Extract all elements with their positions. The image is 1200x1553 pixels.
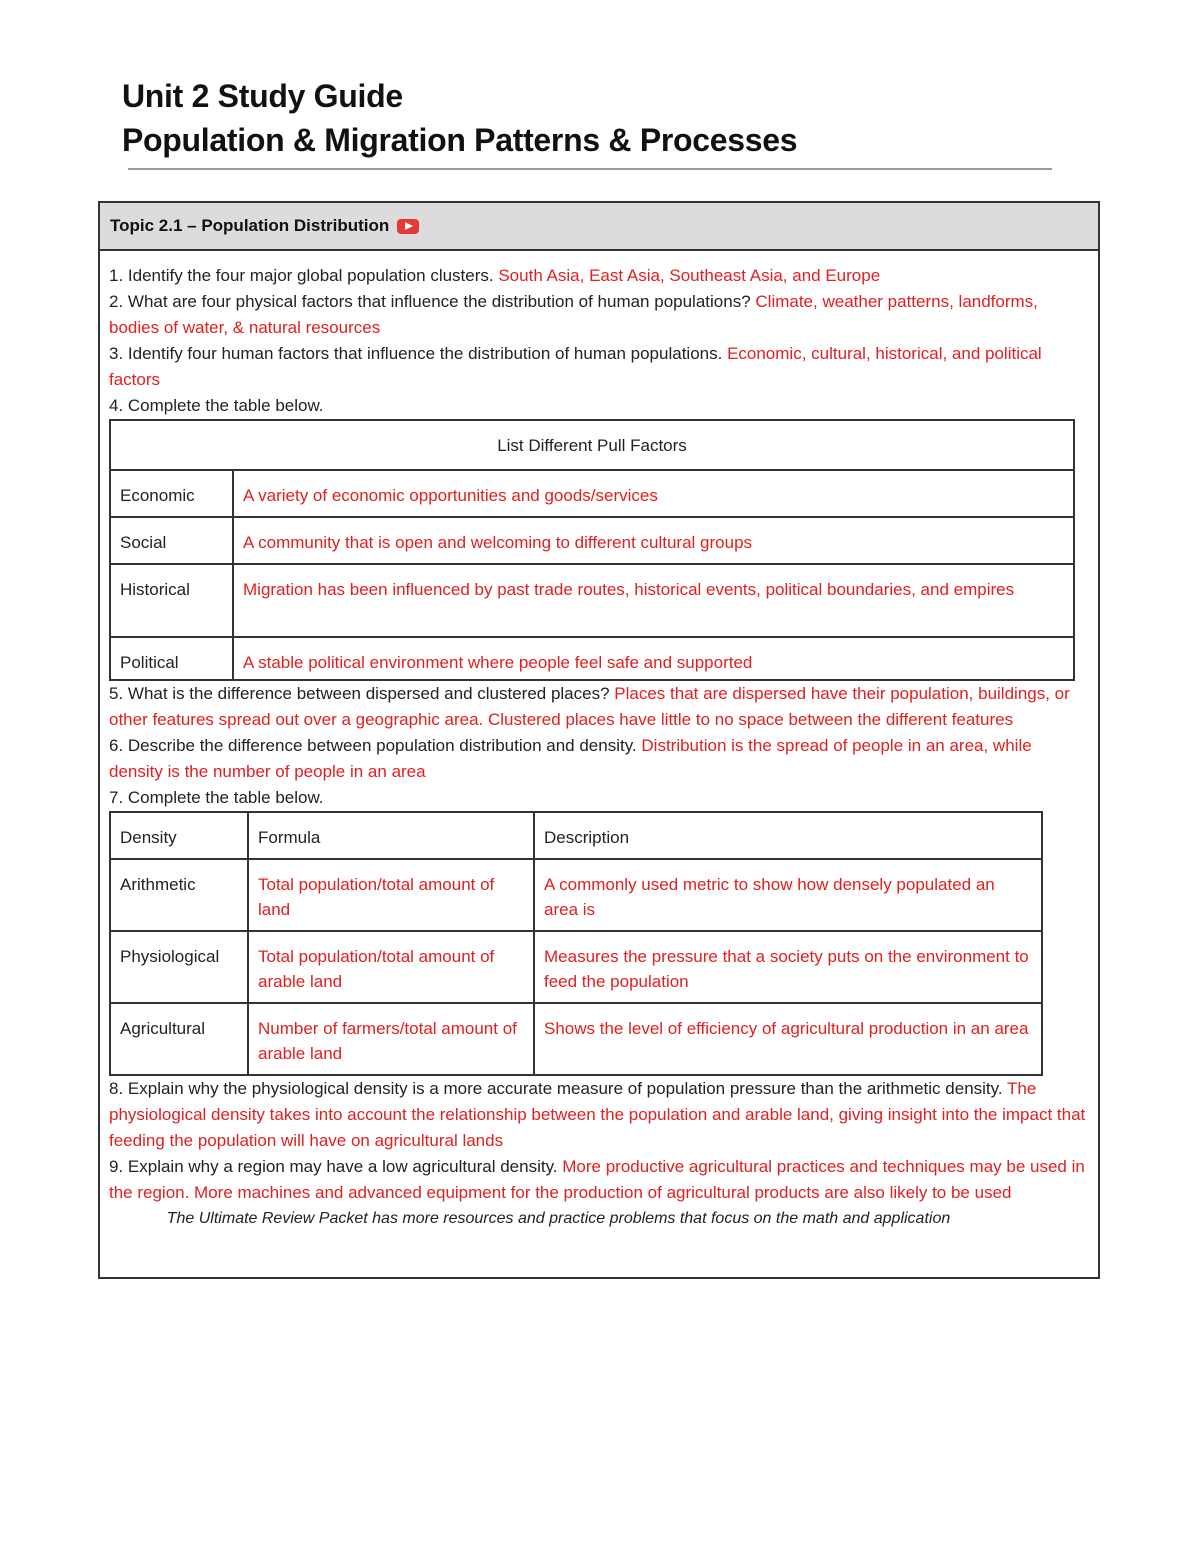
table-row xyxy=(110,517,1074,564)
question-text: 9. Explain why a region may have a low agricultural density. xyxy=(109,1157,558,1176)
question-text: 5. What is the difference between dispersed and clustered places? xyxy=(109,684,610,703)
question-text: 2. What are four physical factors that influence the distribution of human populations? xyxy=(109,292,751,311)
question-text: 8. Explain why the physiological density is a more accurate measure of population pressure than the arithmetic density. xyxy=(109,1079,1003,1098)
table-header-row xyxy=(110,420,1074,470)
row-value: A community that is open and welcoming to different cultural groups xyxy=(233,517,1074,564)
title-line-2: Population & Migration Patterns & Processes xyxy=(122,122,798,158)
question-9 xyxy=(109,1154,1088,1206)
column-header: Formula xyxy=(248,812,534,859)
column-header: Density xyxy=(110,812,248,859)
answer-text: South Asia, East Asia, Southeast Asia, and Europe xyxy=(498,266,881,285)
answer-text: Places that are dispersed have their population, buildings, or other features spread out over a geographic area. Clustered places have little to no space between the different features xyxy=(109,684,1070,729)
question-7 xyxy=(109,785,1088,811)
page-title xyxy=(122,74,797,162)
question-text: 3. Identify four human factors that influence the distribution of human populations. xyxy=(109,344,723,363)
row-value: Migration has been influenced by past trade routes, historical events, political boundaries, and empires xyxy=(233,564,1074,637)
column-header: Description xyxy=(534,812,1042,859)
question-2 xyxy=(109,289,1088,341)
row-label: Political xyxy=(110,637,233,680)
table-row xyxy=(110,931,1042,1003)
question-text: 4. Complete the table below. xyxy=(109,396,324,415)
title-divider xyxy=(128,168,1052,170)
density-formula: Number of farmers/total amount of arable land xyxy=(248,1003,534,1075)
density-type: Arithmetic xyxy=(110,859,248,931)
density-type: Agricultural xyxy=(110,1003,248,1075)
table-row xyxy=(110,1003,1042,1075)
topic-title: Topic 2.1 – Population Distribution xyxy=(110,216,390,235)
table-header-row xyxy=(110,812,1042,859)
row-label: Social xyxy=(110,517,233,564)
answer-text: Distribution is the spread of people in an area, while density is the number of people in an area xyxy=(109,736,1032,781)
table-header: List Different Pull Factors xyxy=(110,420,1074,470)
answer-text: More productive agricultural practices and techniques may be used in the region. More machines and advanced equipment for the production of agricultural products are also likely to be used xyxy=(109,1157,1085,1202)
density-description: A commonly used metric to show how densely populated an area is xyxy=(534,859,1042,931)
density-table xyxy=(109,811,1043,1076)
row-label: Historical xyxy=(110,564,233,637)
table-row xyxy=(110,470,1074,517)
question-8 xyxy=(109,1076,1088,1154)
topic-content xyxy=(100,251,1098,1232)
row-value: A variety of economic opportunities and goods/services xyxy=(233,470,1074,517)
pull-factors-table xyxy=(109,419,1075,681)
question-text: 6. Describe the difference between population distribution and density. xyxy=(109,736,637,755)
title-line-1: Unit 2 Study Guide xyxy=(122,78,403,114)
topic-header xyxy=(100,203,1098,251)
density-formula: Total population/total amount of land xyxy=(248,859,534,931)
row-label: Economic xyxy=(110,470,233,517)
footer-note: The Ultimate Review Packet has more resources and practice problems that focus on the math and application xyxy=(166,1210,951,1227)
youtube-icon[interactable] xyxy=(397,219,419,234)
question-5 xyxy=(109,681,1088,733)
density-formula: Total population/total amount of arable land xyxy=(248,931,534,1003)
table-row xyxy=(110,859,1042,931)
question-3 xyxy=(109,341,1088,393)
table-row xyxy=(110,637,1074,680)
table-row xyxy=(110,564,1074,637)
topic-box xyxy=(98,201,1100,1279)
question-text: 7. Complete the table below. xyxy=(109,788,324,807)
question-text: 1. Identify the four major global population clusters. xyxy=(109,266,494,285)
question-1 xyxy=(109,263,1088,289)
question-6 xyxy=(109,733,1088,785)
density-description: Measures the pressure that a society puts on the environment to feed the population xyxy=(534,931,1042,1003)
answer-text: Economic, cultural, historical, and political factors xyxy=(109,344,1042,389)
density-type: Physiological xyxy=(110,931,248,1003)
row-value: A stable political environment where people feel safe and supported xyxy=(233,637,1074,680)
question-4 xyxy=(109,393,1088,419)
answer-text: Climate, weather patterns, landforms, bodies of water, & natural resources xyxy=(109,292,1038,337)
density-description: Shows the level of efficiency of agricultural production in an area xyxy=(534,1003,1042,1075)
answer-text: The physiological density takes into account the relationship between the population and arable land, giving insight into the impact that feeding the population will have on agricultural lands xyxy=(109,1079,1086,1150)
